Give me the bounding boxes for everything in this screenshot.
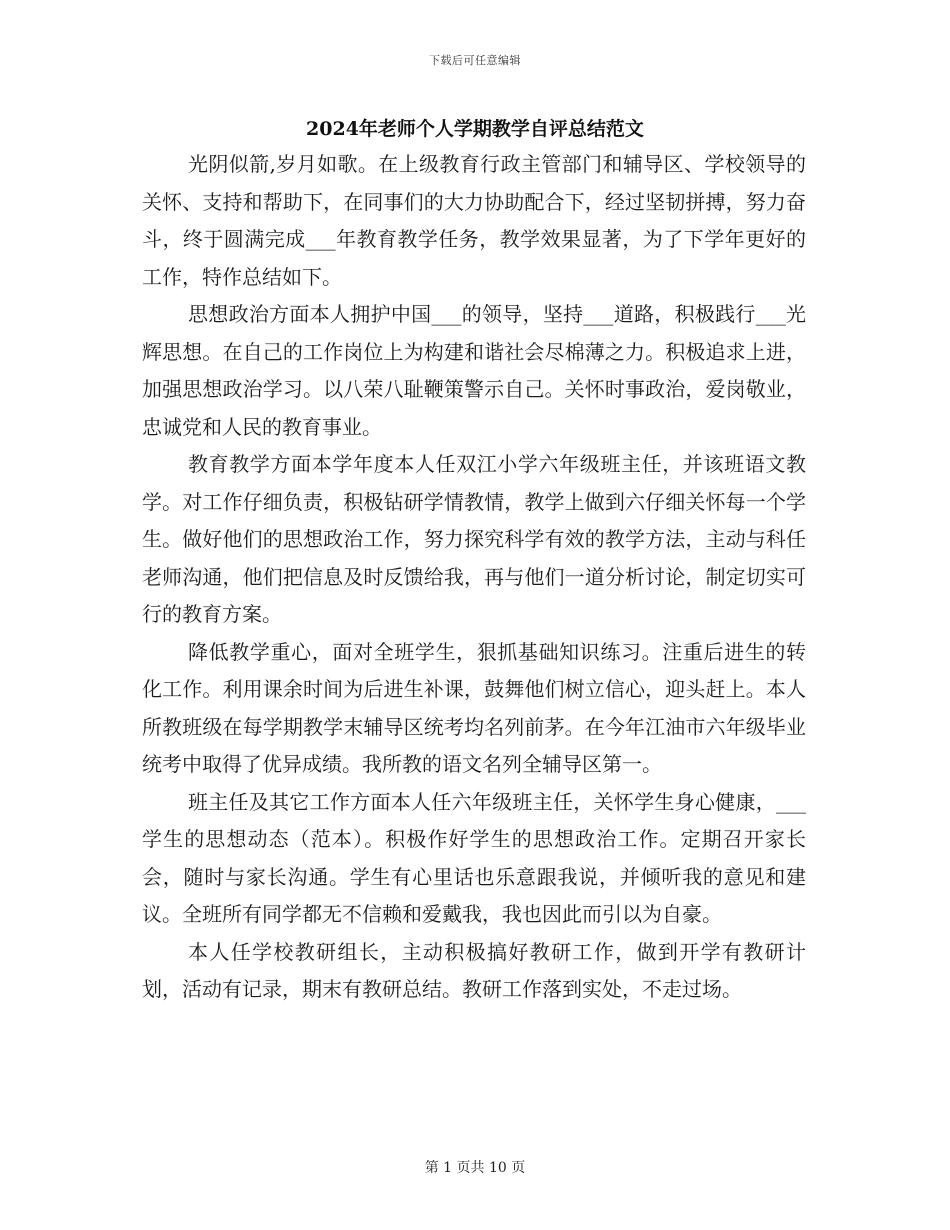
page-number: 第 1 页共 10 页 [424,1160,526,1176]
document-body [142,146,806,1009]
page-header-note: 下载后可任意编辑 [429,54,521,67]
paragraph-intro: 光阴似箭,岁月如歌。在上级教育行政主管部门和辅导区、学校领导的关怀、支持和帮助下，在同事们的大力协助配合下，经过坚韧拼搏，努力奋斗，终于圆满完成___年教育教学任务，教学效果显著，为了下学年更好的工作，特作总结如下。 [142,152,806,289]
paragraph-research: 本人任学校教研组长，主动积极搞好教研工作，做到开学有教研计划，活动有记录，期末有教研总结。教研工作落到实处，不走过场。 [142,939,806,1001]
paragraph-political: 思想政治方面本人拥护中国___的领导，坚持___道路，积极践行___光辉思想。在自己的工作岗位上为构建和谐社会尽棉薄之力。积极追求上进，加强思想政治学习。以八荣八耻鞭策警示自己。关怀时事政治，爱岗敬业，忠诚党和人民的教育事业。 [142,302,806,439]
paragraph-teaching: 教育教学方面本学年度本人任双江小学六年级班主任，并该班语文教学。对工作仔细负责，积极钻研学情教情，教学上做到六仔细关怀每一个学生。做好他们的思想政治工作，努力探究科学有效的教学方法，主动与科任老师沟通，他们把信息及时反馈给我，再与他们一道分析讨论，制定切实可行的教育方案。 [142,452,806,626]
document-title: 2024年老师个人学期教学自评总结范文 [306,118,644,140]
paragraph-basics: 降低教学重心，面对全班学生，狠抓基础知识练习。注重后进生的转化工作。利用课余时间为后进生补课，鼓舞他们树立信心，迎头赶上。本人所教班级在每学期教学末辅导区统考均名列前茅。在今年江油市六年级毕业统考中取得了优异成绩。我所教的语文名列全辅导区第一。 [142,639,806,776]
paragraph-class-teacher: 班主任及其它工作方面本人任六年级班主任，关怀学生身心健康，___学生的思想动态（范本）。积极作好学生的思想政治工作。定期召开家长会，随时与家长沟通。学生有心里话也乐意跟我说，并倾听我的意见和建议。全班所有同学都无不信赖和爱戴我，我也因此而引以为自豪。 [142,789,806,926]
